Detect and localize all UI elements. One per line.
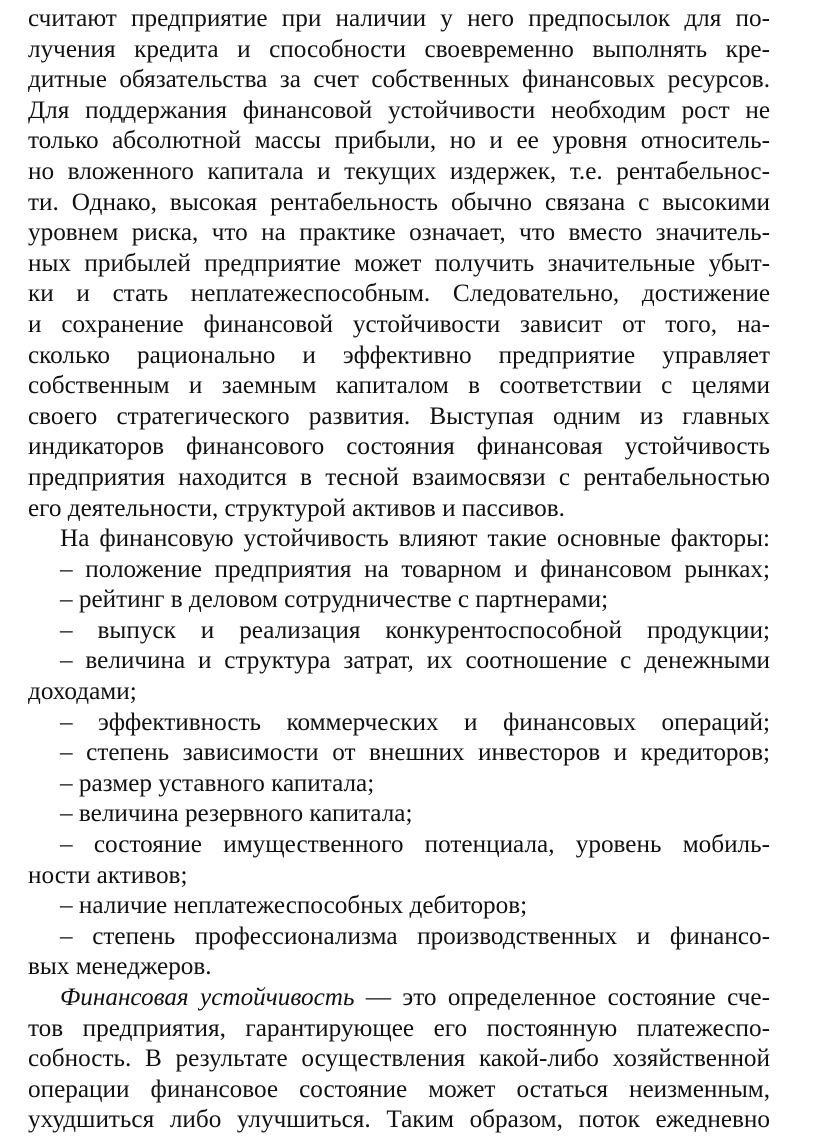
list-item: – состояние имущественного потенциала, уровень мобиль- [60,831,770,859]
text-line: только абсолютной массы прибыли, но и ее уровня относитель- [28,127,770,155]
list-item-continuation: доходами; [28,678,137,706]
list-item: – рейтинг в деловом сотрудничестве с партнерами; [60,586,609,614]
text-line: своего стратегического развития. Выступая одним из главных [28,402,770,430]
list-item: – наличие неплатежеспособных дебиторов; [60,892,528,920]
text-line: дитные обязательства за счет собственных финансовых ресурсов. [28,66,770,94]
factors-list [28,524,770,983]
text-line: лучения кредита и способности своевременно выполнять кре- [28,35,770,63]
list-item-continuation: вых менеджеров. [28,953,212,981]
list-item-continuation: ности активов; [28,861,188,889]
paragraph-definition [28,983,770,1136]
text-line: тов предприятия, гарантирующее его постоянную платежеспо- [28,1014,770,1042]
paragraph-main [28,4,770,524]
text-line: ных прибылей предприятие может получить значительные убыт- [28,249,770,277]
document-page [28,4,770,1136]
text-line: сколько рационально и эффективно предприятие управляет [28,341,770,369]
text-line: и сохранение финансовой устойчивости зависит от того, на- [28,310,770,338]
text-line: индикаторов финансового состояния финансовая устойчивость [28,433,770,461]
list-item: – степень профессионализма производственных и финансо- [60,922,770,950]
list-item: – степень зависимости от внешних инвесторов и кредиторов; [60,739,770,767]
text-line: считают предприятие при наличии у него предпосылок для по- [28,5,770,32]
text-line: его деятельности, структурой активов и пассивов. [28,494,565,522]
text-line: операции финансовое состояние может остаться неизменным, [28,1075,770,1103]
list-item: – размер уставного капитала; [60,769,375,797]
text-line: предприятия находится в тесной взаимосвязи с рентабельностью [28,463,770,491]
list-item: – эффективность коммерческих и финансовых операций; [60,708,770,736]
definition-term: Финансовая устойчивость [60,984,355,1011]
list-item: – выпуск и реализация конкурентоспособной продукции; [60,616,770,644]
list-item: – величина и структура затрат, их соотношение с денежными [60,647,770,675]
text-line: но вложенного капитала и текущих издержек, т.е. рентабельнос- [28,157,770,185]
factors-intro: На финансовую устойчивость влияют такие основные факторы: [60,525,770,553]
definition-rest: — это определенное состояние сче- [354,984,770,1011]
text-line: уровнем риска, что на практике означает, что вместо значитель- [28,219,770,247]
list-item: – положение предприятия на товарном и финансовом рынках; [60,555,770,583]
definition-first-line [28,983,770,1014]
text-line: собственным и заемным капиталом в соответствии с целями [28,372,770,400]
list-item: – величина резервного капитала; [60,800,413,828]
text-line: ки и стать неплатежеспособным. Следовательно, достижение [28,280,770,308]
text-line: ухудшиться либо улучшиться. Таким образом, поток ежедневно [28,1106,770,1134]
text-line: Для поддержания финансовой устойчивости необходим рост не [28,96,770,124]
text-line: собность. В результате осуществления какой-либо хозяйственной [28,1045,770,1073]
text-line: ти. Однако, высокая рентабельность обычно связана с высокими [28,188,770,216]
